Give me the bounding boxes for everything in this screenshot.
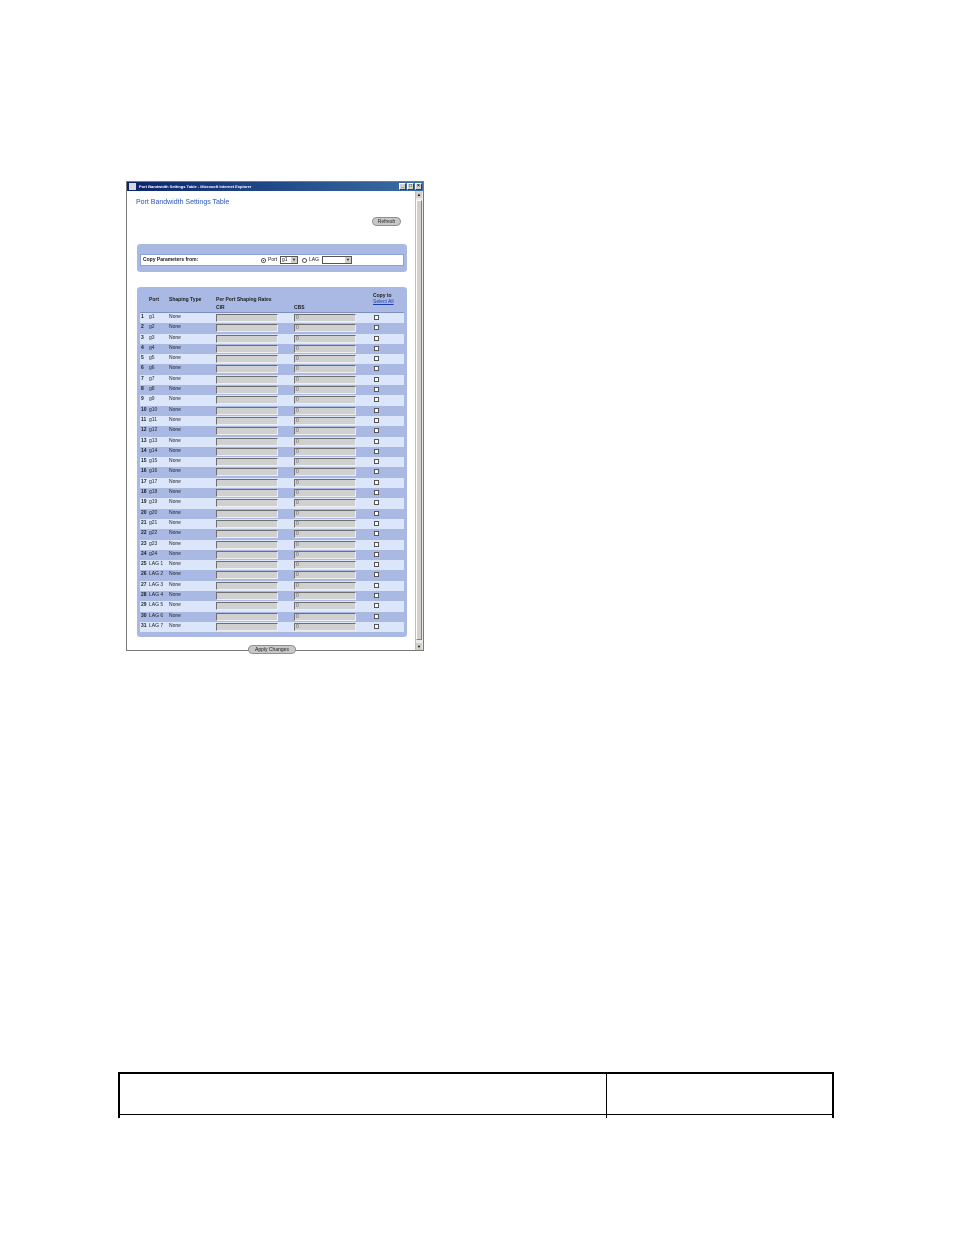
cbs-input[interactable]: 0 [294, 602, 356, 610]
cbs-input[interactable]: 0 [294, 417, 356, 425]
cbs-input[interactable]: 0 [294, 355, 356, 363]
refresh-button[interactable]: Refresh [372, 217, 401, 226]
cir-input[interactable] [216, 510, 278, 518]
lag-select[interactable] [322, 256, 352, 264]
cbs-input[interactable]: 0 [294, 582, 356, 590]
cbs-input[interactable]: 0 [294, 489, 356, 497]
port-name: g14 [149, 447, 158, 454]
port-name: g15 [149, 458, 158, 465]
shaping-type: None [169, 550, 181, 557]
shaping-type: None [169, 355, 181, 362]
port-radio-label: Port [268, 257, 278, 263]
copy-to-checkbox[interactable] [374, 624, 379, 629]
table-row [140, 550, 404, 560]
table-row [140, 437, 404, 447]
table-row [140, 601, 404, 611]
cbs-input[interactable]: 0 [294, 499, 356, 507]
shaping-type: None [169, 478, 181, 485]
row-number: 18 [141, 489, 147, 496]
scroll-up-icon[interactable]: ▲ [417, 192, 421, 197]
browser-window [126, 181, 424, 651]
scroll-down-icon[interactable]: ▼ [417, 644, 421, 649]
cir-input[interactable] [216, 561, 278, 569]
shaping-type: None [169, 437, 181, 444]
row-number: 12 [141, 427, 147, 434]
table-row [140, 509, 404, 519]
cbs-input[interactable]: 0 [294, 530, 356, 538]
table-row [140, 560, 404, 570]
col-header-cir: CIR [216, 305, 225, 311]
port-select[interactable] [280, 256, 298, 264]
copy-to-checkbox[interactable] [374, 346, 379, 351]
shaping-type: None [169, 447, 181, 454]
shaping-type: None [169, 602, 181, 609]
copy-to-checkbox[interactable] [374, 418, 379, 423]
table-row [140, 406, 404, 416]
copy-to-checkbox[interactable] [374, 459, 379, 464]
cbs-input[interactable]: 0 [294, 571, 356, 579]
row-number: 1 [141, 314, 144, 320]
shaping-type: None [169, 530, 181, 537]
copy-to-checkbox[interactable] [374, 521, 379, 526]
cir-input[interactable] [216, 613, 278, 621]
shaping-type: None [169, 406, 181, 413]
table-row [140, 375, 404, 385]
cir-input[interactable] [216, 520, 278, 528]
table-row [140, 478, 404, 488]
cir-input[interactable] [216, 417, 278, 425]
copy-to-checkbox[interactable] [374, 562, 379, 567]
row-number: 13 [141, 437, 147, 444]
port-name: g17 [149, 478, 158, 485]
port-name: LAG 3 [149, 581, 164, 588]
select-all-link[interactable]: Select All [373, 299, 394, 305]
copy-to-checkbox[interactable] [374, 366, 379, 371]
port-select-value: g1 [282, 257, 288, 263]
row-number: 28 [141, 592, 147, 599]
port-name: g20 [149, 509, 158, 516]
row-number: 23 [141, 540, 147, 547]
shaping-type: None [169, 458, 181, 465]
table-row [140, 395, 404, 405]
port-radio[interactable] [261, 258, 266, 263]
table-row [140, 313, 404, 323]
port-name: g8 [149, 386, 155, 393]
copy-to-checkbox[interactable] [374, 542, 379, 547]
port-name: g4 [149, 344, 155, 351]
lag-radio[interactable] [302, 258, 307, 263]
copy-to-checkbox[interactable] [374, 603, 379, 608]
copy-parameters-panel [137, 244, 407, 272]
table-row [140, 519, 404, 529]
window-title: Port Bandwidth Settings Table - Microsoft Internet Explorer [139, 184, 252, 189]
cbs-input[interactable]: 0 [294, 314, 356, 322]
port-name: g7 [149, 375, 155, 382]
shaping-type: None [169, 581, 181, 588]
shaping-type: None [169, 314, 181, 320]
table-row [140, 529, 404, 539]
cbs-input[interactable]: 0 [294, 479, 356, 487]
table-row [140, 385, 404, 395]
row-number: 31 [141, 622, 147, 629]
copy-to-checkbox[interactable] [374, 614, 379, 619]
cbs-input[interactable]: 0 [294, 468, 356, 476]
table-row [140, 498, 404, 508]
vertical-scrollbar[interactable] [415, 191, 423, 650]
port-name: LAG 7 [149, 622, 164, 629]
copy-to-checkbox[interactable] [374, 572, 379, 577]
cbs-input[interactable]: 0 [294, 613, 356, 621]
cbs-input[interactable]: 0 [294, 510, 356, 518]
col-header-port: Port [149, 297, 159, 303]
port-name: g11 [149, 416, 157, 423]
cbs-input[interactable]: 0 [294, 365, 356, 373]
cir-input[interactable] [216, 314, 278, 322]
row-number: 10 [141, 406, 147, 413]
cir-input[interactable] [216, 468, 278, 476]
table-row [140, 570, 404, 580]
copy-to-checkbox[interactable] [374, 408, 379, 413]
copy-to-checkbox[interactable] [374, 439, 379, 444]
port-name: g18 [149, 489, 158, 496]
cir-input[interactable] [216, 458, 278, 466]
cir-input[interactable] [216, 530, 278, 538]
maximize-button[interactable]: □ [408, 183, 413, 189]
copy-parameters-label: Copy Parameters from: [143, 257, 199, 263]
port-name: g21 [149, 519, 158, 526]
row-number: 8 [141, 386, 144, 393]
row-number: 4 [141, 344, 144, 351]
row-number: 14 [141, 447, 147, 454]
table-row [140, 334, 404, 344]
port-name: g6 [149, 365, 155, 372]
bandwidth-table-panel [137, 287, 407, 637]
cir-input[interactable] [216, 551, 278, 559]
cir-input[interactable] [216, 407, 278, 415]
cbs-input[interactable]: 0 [294, 407, 356, 415]
table-row [140, 488, 404, 498]
copy-to-checkbox[interactable] [374, 356, 379, 361]
row-number: 25 [141, 561, 147, 568]
copy-to-checkbox[interactable] [374, 428, 379, 433]
port-name: g22 [149, 530, 158, 537]
table-row [140, 364, 404, 374]
copy-to-checkbox[interactable] [374, 511, 379, 516]
port-name: g19 [149, 499, 158, 506]
table-row [140, 612, 404, 622]
minimize-button[interactable]: _ [399, 183, 406, 190]
cbs-input[interactable]: 0 [294, 438, 356, 446]
port-name: g23 [149, 540, 158, 547]
row-number: 16 [141, 468, 147, 475]
shaping-type: None [169, 344, 181, 351]
chevron-down-icon: ▼ [346, 257, 350, 262]
port-name: g13 [149, 437, 158, 444]
copy-to-checkbox[interactable] [374, 325, 379, 330]
cbs-input[interactable]: 0 [294, 458, 356, 466]
row-number: 30 [141, 612, 147, 619]
row-number: 9 [141, 396, 144, 403]
col-header-per-port-shaping-rates: Per Port Shaping Rates [216, 297, 272, 303]
cir-input[interactable] [216, 571, 278, 579]
shaping-type: None [169, 365, 181, 372]
row-number: 7 [141, 375, 144, 382]
copy-to-checkbox[interactable] [374, 469, 379, 474]
shaping-type: None [169, 561, 181, 568]
copy-to-checkbox[interactable] [374, 552, 379, 557]
cir-input[interactable] [216, 386, 278, 394]
cir-input[interactable] [216, 335, 278, 343]
port-name: g5 [149, 355, 155, 362]
copy-to-checkbox[interactable] [374, 397, 379, 402]
shaping-type: None [169, 416, 181, 423]
cir-input[interactable] [216, 324, 278, 332]
table-row [140, 344, 404, 354]
shaping-type: None [169, 468, 181, 475]
row-number: 5 [141, 355, 144, 362]
chevron-down-icon: ▼ [292, 257, 296, 262]
close-button[interactable]: × [415, 183, 422, 190]
copy-to-checkbox[interactable] [374, 593, 379, 598]
apply-changes-button[interactable]: Apply Changes [248, 645, 296, 654]
row-number: 11 [141, 416, 147, 423]
cir-input[interactable] [216, 582, 278, 590]
lag-radio-label: LAG [309, 257, 320, 263]
cir-input[interactable] [216, 499, 278, 507]
page-content [127, 191, 416, 653]
cir-input[interactable] [216, 479, 278, 487]
port-name: g1 [149, 314, 155, 320]
table-row [140, 416, 404, 426]
row-number: 17 [141, 478, 147, 485]
cir-input[interactable] [216, 602, 278, 610]
port-name: LAG 2 [149, 571, 164, 578]
row-number: 21 [141, 519, 147, 526]
row-number: 29 [141, 602, 147, 609]
cbs-input[interactable]: 0 [294, 448, 356, 456]
shaping-type: None [169, 334, 181, 341]
row-number: 2 [141, 324, 144, 331]
col-header-copy-to: Copy to [373, 293, 392, 299]
row-number: 27 [141, 581, 147, 588]
cbs-input[interactable]: 0 [294, 520, 356, 528]
cbs-input[interactable]: 0 [294, 386, 356, 394]
cir-input[interactable] [216, 623, 278, 631]
cbs-input[interactable]: 0 [294, 324, 356, 332]
table-row [140, 457, 404, 467]
copy-to-checkbox[interactable] [374, 583, 379, 588]
table-row [140, 540, 404, 550]
port-name: LAG 5 [149, 602, 164, 609]
shaping-type: None [169, 592, 181, 599]
cir-input[interactable] [216, 448, 278, 456]
port-name: g9 [149, 396, 155, 403]
shaping-type: None [169, 612, 181, 619]
cbs-input[interactable]: 0 [294, 541, 356, 549]
row-number: 3 [141, 334, 144, 341]
shaping-type: None [169, 571, 181, 578]
shaping-type: None [169, 519, 181, 526]
row-number: 24 [141, 550, 147, 557]
cir-input[interactable] [216, 541, 278, 549]
cir-input[interactable] [216, 365, 278, 373]
port-name: g16 [149, 468, 158, 475]
copy-to-checkbox[interactable] [374, 387, 379, 392]
port-name: g12 [149, 427, 158, 434]
row-number: 22 [141, 530, 147, 537]
copy-to-checkbox[interactable] [374, 336, 379, 341]
cir-input[interactable] [216, 427, 278, 435]
shaping-type: None [169, 509, 181, 516]
row-number: 20 [141, 509, 147, 516]
table-header-divider [120, 1114, 832, 1115]
copy-to-checkbox[interactable] [374, 531, 379, 536]
shaping-type: None [169, 396, 181, 403]
cir-input[interactable] [216, 489, 278, 497]
cbs-input[interactable]: 0 [294, 427, 356, 435]
shaping-type: None [169, 499, 181, 506]
table-row [140, 323, 404, 333]
row-number: 26 [141, 571, 147, 578]
document-table [118, 1072, 834, 1118]
copy-to-checkbox[interactable] [374, 500, 379, 505]
port-name: g2 [149, 324, 155, 331]
shaping-type: None [169, 489, 181, 496]
port-name: LAG 6 [149, 612, 164, 619]
copy-to-checkbox[interactable] [374, 449, 379, 454]
cbs-input[interactable]: 0 [294, 345, 356, 353]
shaping-type: None [169, 622, 181, 629]
cbs-input[interactable]: 0 [294, 551, 356, 559]
cir-input[interactable] [216, 438, 278, 446]
cir-input[interactable] [216, 355, 278, 363]
copy-to-checkbox[interactable] [374, 490, 379, 495]
shaping-type: None [169, 540, 181, 547]
cir-input[interactable] [216, 592, 278, 600]
row-number: 15 [141, 458, 147, 465]
row-number: 6 [141, 365, 144, 372]
shaping-type: None [169, 324, 181, 331]
scroll-thumb[interactable] [416, 200, 422, 640]
table-row [140, 354, 404, 364]
cir-input[interactable] [216, 396, 278, 404]
cbs-input[interactable]: 0 [294, 335, 356, 343]
copy-to-checkbox[interactable] [374, 315, 379, 320]
copy-to-checkbox[interactable] [374, 377, 379, 382]
cir-input[interactable] [216, 376, 278, 384]
table-row [140, 622, 404, 632]
cbs-input[interactable]: 0 [294, 592, 356, 600]
table-row [140, 467, 404, 477]
table-row [140, 447, 404, 457]
shaping-type: None [169, 386, 181, 393]
port-name: g3 [149, 334, 155, 341]
cbs-input[interactable]: 0 [294, 623, 356, 631]
table-body [140, 313, 404, 632]
table-column-divider [606, 1074, 607, 1118]
shaping-type: None [169, 375, 181, 382]
port-name: g10 [149, 406, 158, 413]
port-name: LAG 4 [149, 592, 164, 599]
shaping-type: None [169, 427, 181, 434]
cbs-input[interactable]: 0 [294, 561, 356, 569]
table-row [140, 426, 404, 436]
table-row [140, 591, 404, 601]
ie-icon [129, 183, 136, 190]
port-name: g24 [149, 550, 158, 557]
cbs-input[interactable]: 0 [294, 376, 356, 384]
port-name: LAG 1 [149, 561, 164, 568]
table-row [140, 581, 404, 591]
cbs-input[interactable]: 0 [294, 396, 356, 404]
window-titlebar [127, 182, 423, 191]
page-title: Port Bandwidth Settings Table [136, 199, 230, 206]
row-number: 19 [141, 499, 147, 506]
copy-to-checkbox[interactable] [374, 480, 379, 485]
col-header-cbs: CBS [294, 305, 305, 311]
col-header-shaping-type: Shaping Type [169, 297, 202, 303]
cir-input[interactable] [216, 345, 278, 353]
